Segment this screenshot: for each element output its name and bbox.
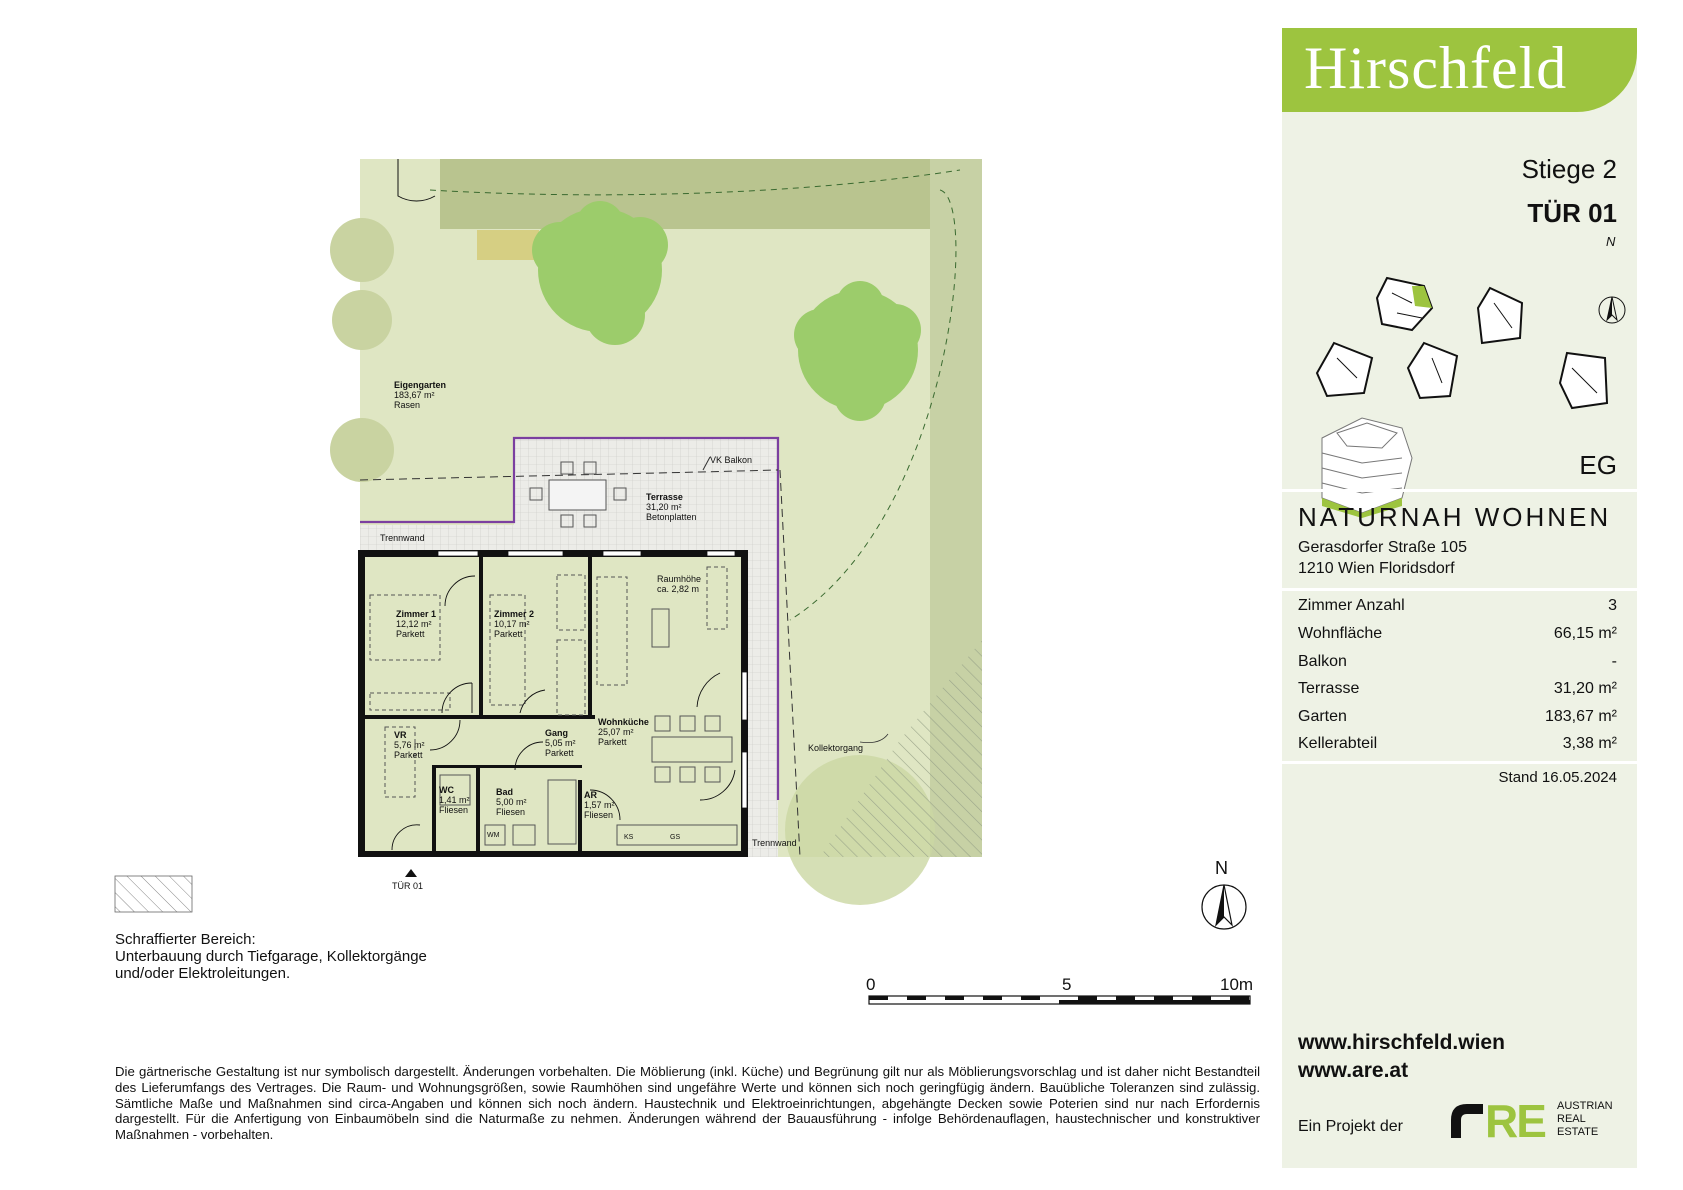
fact-rooms: Zimmer Anzahl 3: [1298, 597, 1617, 614]
are-logo: RE AUSTRIAN REAL ESTATE: [1447, 1096, 1637, 1144]
fact-terrace: Terrasse 31,20 m²: [1298, 680, 1617, 697]
credit-prefix: Ein Projekt der: [1298, 1118, 1403, 1135]
fact-garden: Garten 183,67 m²: [1298, 708, 1617, 725]
legend-hatch-swatch: [115, 876, 192, 912]
tuer-label: TÜR 01: [1527, 198, 1617, 228]
small-north-label: N: [1606, 234, 1616, 249]
room-label-ar: AR 1,57 m² Fliesen: [584, 790, 615, 820]
disclaimer: Die gärtnerische Gestaltung ist nur symbolisch dargestellt. Änderungen vorbehalten. Die Möblierung (inkl. Küche) und Begrünung gilt nur als Möblierungsvorschlag und ist daher nicht Bestandteil des Lieferumfangs des Vertrages. Die Raum- und Wohnungsgrößen, sowie Raumhöhen sind ungefähre Werte und können sich noch geringfügig ändern. Bauübliche Toleranzen sind zulässig. Sämtliche Maße und Maßnahmen sind circa-Angaben und können sich noch ändern. Haustechnik und Elektroeinrichtungen, abgehängte Decken sowie Poterien sind nur nach Erfordernis dargestellt. Für die Anfertigung von Einbaumöbeln sind die Naturmaße zu nehmen. Änderungen während der Bauausführung - infolge Behördenauflagen, haustechnischer und konstruktiver Maßnahmen - vorbehalten.: [115, 1064, 1260, 1143]
info-panel: [1282, 28, 1637, 1168]
fact-living-area: Wohnfläche 66,15 m²: [1298, 625, 1617, 642]
brand-logo: Hirschfeld: [1282, 28, 1637, 112]
room-label-zimmer1: Zimmer 1 12,12 m² Parkett: [396, 609, 437, 639]
floor-label: EG: [1579, 450, 1617, 480]
fact-cellar: Kellerabteil 3,38 m²: [1298, 735, 1617, 752]
scale-bar: [869, 996, 1250, 1004]
link-are[interactable]: www.are.at: [1298, 1059, 1409, 1082]
raumhoehe-label: Raumhöhe ca. 2,82 m: [657, 574, 702, 594]
garden-label: Eigengarten 183,67 m² Rasen: [394, 380, 447, 410]
appliance-ks: KS: [624, 834, 634, 841]
room-label-wohnkueche: Wohnküche 25,07 m² Parkett: [598, 717, 649, 747]
trennwand-label-bottom: Trennwand: [752, 838, 797, 848]
project-street: Gerasdorfer Straße 105: [1298, 539, 1467, 556]
entrance-label: TÜR 01: [392, 881, 424, 891]
appliance-wm: WM: [487, 832, 500, 839]
room-label-bad: Bad 5,00 m² Fliesen: [496, 787, 527, 817]
link-hirschfeld[interactable]: www.hirschfeld.wien: [1298, 1031, 1505, 1054]
room-label-zimmer2: Zimmer 2 10,17 m² Parkett: [494, 609, 535, 639]
kollektorgang-label: Kollektorgang: [808, 743, 864, 753]
stiege-label: Stiege 2: [1521, 154, 1617, 184]
trennwand-label-top: Trennwand: [380, 533, 425, 543]
room-label-gang: Gang 5,05 m² Parkett: [545, 728, 576, 758]
room-label-wc: WC 1,41 m² Fliesen: [439, 785, 470, 815]
stand-date: Stand 16.05.2024: [1498, 769, 1617, 786]
small-north-arrow-icon: [1599, 297, 1625, 323]
room-label-vr: VR 5,76 m² Parkett: [394, 730, 425, 760]
scale-label-0: 0: [866, 975, 876, 994]
legend-text: Schraffierter Bereich: Unterbauung durch Tiefgarage, Kollektorgänge und/oder Elektroleitungen.: [115, 931, 427, 982]
terrace-label: Terrasse 31,20 m² Betonplatten: [646, 492, 697, 522]
scale-label-10: 10m: [1220, 975, 1254, 994]
appliance-gs: GS: [670, 834, 681, 841]
north-arrow-icon: [1202, 885, 1246, 929]
north-label: N: [1215, 858, 1228, 878]
project-title: NATURNAH WOHNEN: [1298, 502, 1612, 532]
project-city: 1210 Wien Floridsdorf: [1298, 560, 1455, 577]
fact-balcony: Balkon -: [1298, 653, 1617, 670]
vk-balkon-label: VK Balkon: [710, 455, 753, 465]
scale-label-5: 5: [1062, 975, 1072, 994]
